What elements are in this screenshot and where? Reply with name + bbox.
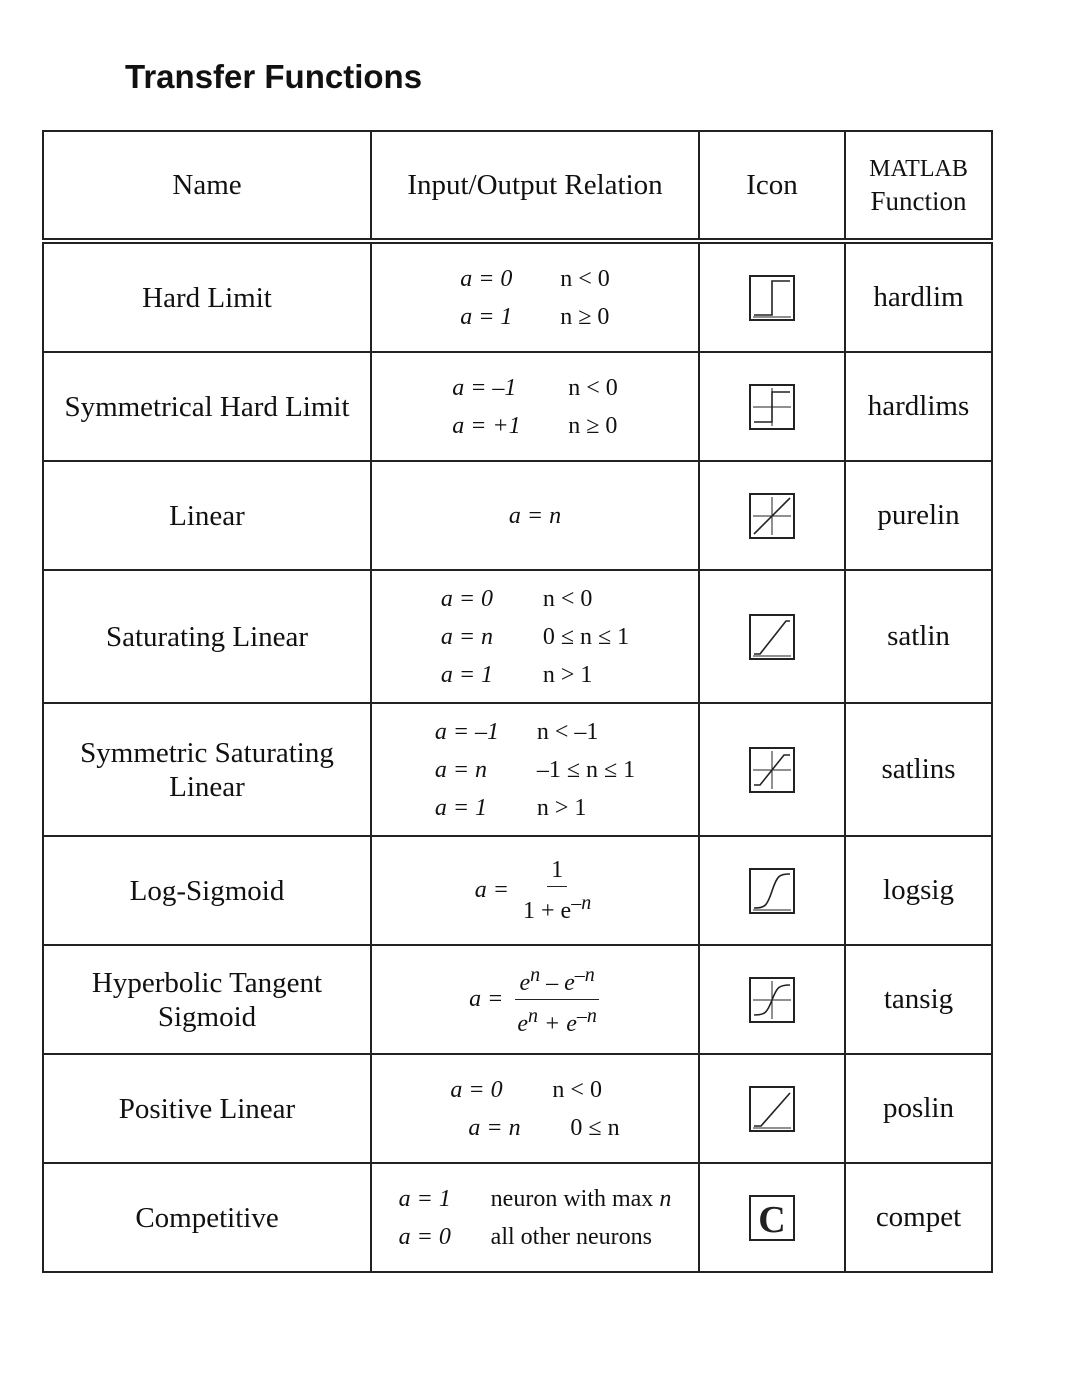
relation-cell [371, 1163, 699, 1272]
icon-cell [699, 570, 845, 703]
fraction [519, 857, 595, 924]
function-name-line1: Symmetric Saturating [80, 736, 334, 769]
relation-condition: n < –1 [536, 718, 599, 745]
fraction-denominator [513, 1000, 601, 1037]
matlab-function: hardlim [845, 241, 992, 352]
function-name: Linear [43, 461, 371, 570]
denominator-exponent: –n [571, 892, 592, 914]
relation-lhs: a = 0 [398, 1223, 451, 1250]
linear-icon [749, 493, 795, 539]
relation-condition-text: neuron with max [490, 1185, 660, 1212]
relation-lhs: a = 0 [440, 585, 494, 612]
relation-cell [371, 1054, 699, 1163]
row-symmetrical-hard-limit [43, 352, 992, 461]
hard-limit-icon [749, 275, 795, 321]
relation-condition-var: n [659, 1185, 672, 1212]
relation-condition: 0 ≤ n [570, 1114, 620, 1141]
numerator-exp1: n [530, 964, 541, 986]
relation-lhs: a = n [468, 1114, 521, 1141]
header-relation: Input/Output Relation [371, 131, 699, 241]
function-name-line2: Sigmoid [157, 1000, 257, 1033]
relation-cell [371, 461, 699, 570]
function-name: Saturating Linear [43, 570, 371, 703]
function-name-line2: Linear [169, 770, 245, 803]
relation-lhs: a = 1 [440, 661, 494, 688]
matlab-function: logsig [845, 836, 992, 945]
row-positive-linear [43, 1054, 992, 1163]
matlab-function: purelin [845, 461, 992, 570]
fraction [513, 962, 601, 1037]
function-name [43, 945, 371, 1054]
numerator-exp2: –n [574, 964, 595, 986]
relation-condition: 0 ≤ n ≤ 1 [542, 623, 630, 650]
relation-condition: n < 0 [560, 265, 610, 292]
relation-cell [371, 945, 699, 1054]
relation-lhs: a = 0 [460, 265, 513, 292]
icon-cell [699, 945, 845, 1054]
matlab-function: tansig [845, 945, 992, 1054]
relation-condition: –1 ≤ n ≤ 1 [536, 756, 636, 783]
matlab-function: hardlims [845, 352, 992, 461]
header-row [43, 131, 992, 241]
relation-lhs: a = 1 [398, 1185, 451, 1212]
row-saturating-linear [43, 570, 992, 703]
relation-condition [491, 1180, 672, 1218]
denominator-exp1: n [528, 1005, 538, 1027]
icon-cell [699, 836, 845, 945]
symmetrical-hard-limit-icon [749, 384, 795, 430]
numerator-term2: – e [540, 970, 575, 996]
relation [435, 713, 635, 827]
icon-cell [699, 352, 845, 461]
function-name: Positive Linear [43, 1054, 371, 1163]
row-log-sigmoid [43, 836, 992, 945]
relation-lhs: a = n [508, 502, 562, 529]
function-name: Symmetrical Hard Limit [43, 352, 371, 461]
function-name: Log-Sigmoid [43, 836, 371, 945]
denominator-term1: e [517, 1011, 528, 1037]
denominator-exp2: –n [576, 1005, 597, 1027]
relation-condition: n < 0 [542, 585, 593, 612]
relation-condition: all other neurons [490, 1223, 652, 1250]
header-matlab [845, 131, 992, 241]
fraction-numerator: 1 [547, 857, 567, 887]
relation [450, 1071, 619, 1147]
icon-cell [699, 241, 845, 352]
relation-cell [371, 352, 699, 461]
relation-lhs: a = –1 [452, 374, 517, 401]
relation-lhs: a = [474, 877, 509, 903]
transfer-functions-table [42, 130, 993, 1273]
relation-cell [371, 703, 699, 836]
matlab-function: compet [845, 1163, 992, 1272]
icon-cell [699, 461, 845, 570]
matlab-function: satlin [845, 570, 992, 703]
relation-lhs: a = +1 [452, 412, 521, 439]
row-linear [43, 461, 992, 570]
header-matlab-line1: MATLAB [869, 156, 968, 182]
relation-lhs: a = –1 [434, 718, 500, 745]
denominator-base: 1 + e [523, 898, 572, 924]
competitive-icon [749, 1195, 795, 1241]
relation-condition: n > 1 [542, 661, 593, 688]
function-name: Competitive [43, 1163, 371, 1272]
relation-cell [371, 836, 699, 945]
relation [460, 260, 610, 336]
fraction-numerator [515, 962, 598, 1000]
relation-cell [371, 570, 699, 703]
matlab-function: poslin [845, 1054, 992, 1163]
relation [509, 497, 561, 535]
function-name-line1: Hyperbolic Tangent [91, 966, 323, 999]
denominator-term2: + e [538, 1011, 577, 1037]
relation-formula [469, 962, 601, 1037]
header-name: Name [43, 131, 371, 241]
icon-cell [699, 1054, 845, 1163]
numerator-term1: e [519, 970, 531, 996]
relation [399, 1180, 672, 1256]
relation-condition: n < 0 [552, 1076, 602, 1103]
row-competitive [43, 1163, 992, 1272]
log-sigmoid-icon [749, 868, 795, 914]
row-hard-limit [43, 241, 992, 352]
function-name: Hard Limit [43, 241, 371, 352]
relation-condition: n ≥ 0 [568, 412, 618, 439]
competitive-icon-letter: C [758, 1198, 786, 1241]
relation-condition: n ≥ 0 [560, 303, 610, 330]
header-matlab-line2: Function [870, 186, 967, 216]
fraction-denominator [519, 887, 595, 924]
relation-lhs: a = n [434, 756, 488, 783]
row-hyperbolic-tangent-sigmoid [43, 945, 992, 1054]
relation [441, 580, 629, 694]
function-name [43, 703, 371, 836]
header-icon: Icon [699, 131, 845, 241]
matlab-function: satlins [845, 703, 992, 836]
icon-cell [699, 703, 845, 836]
relation-formula [475, 857, 595, 924]
relation-lhs: a = [469, 986, 504, 1012]
icon-cell [699, 1163, 845, 1272]
relation-cell [371, 241, 699, 352]
relation-condition: n > 1 [536, 794, 587, 821]
row-symmetric-saturating-linear [43, 703, 992, 836]
relation-lhs: a = 1 [460, 303, 513, 330]
relation-lhs: a = n [440, 623, 494, 650]
saturating-linear-icon [749, 614, 795, 660]
relation-condition: n < 0 [568, 374, 618, 401]
relation-lhs: a = 0 [450, 1076, 503, 1103]
relation-lhs: a = 1 [434, 794, 488, 821]
symmetric-saturating-linear-icon [749, 747, 795, 793]
positive-linear-icon [749, 1086, 795, 1132]
page-title: Transfer Functions [125, 58, 423, 95]
hyperbolic-tangent-sigmoid-icon [749, 977, 795, 1023]
relation [452, 369, 618, 445]
